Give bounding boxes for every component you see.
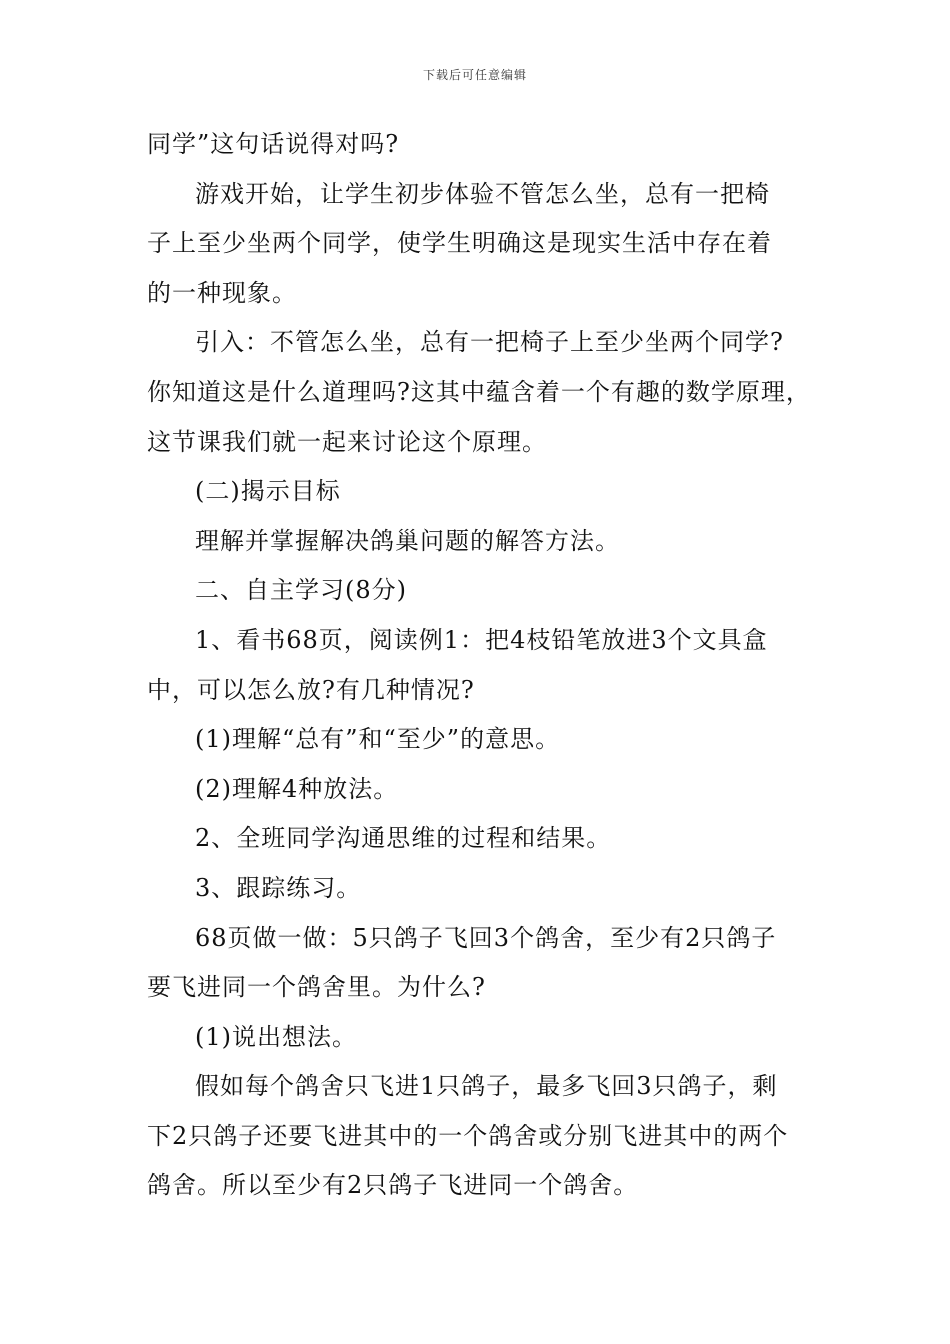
text-line: 这节课我们就一起来讨论这个原理。 bbox=[147, 427, 547, 456]
text-line: 子上至少坐两个同学，使学生明确这是现实生活中存在着 bbox=[147, 229, 772, 258]
text-line: (1)理解“总有”和“至少”的意思。 bbox=[195, 725, 561, 754]
text-line: 中，可以怎么放?有几种情况? bbox=[147, 675, 475, 704]
text-line: 1、看书68页，阅读例1：把4枝铅笔放进3个文具盒 bbox=[195, 625, 768, 654]
section-heading: 二、自主学习(8分) bbox=[195, 576, 407, 605]
text-line: 68页做一做：5只鸽子飞回3个鸽舍，至少有2只鸽子 bbox=[195, 923, 777, 952]
text-line: (1)说出想法。 bbox=[195, 1022, 357, 1051]
text-line: 假如每个鸽舍只飞进1只鸽子，最多飞回3只鸽子，剩 bbox=[195, 1072, 778, 1101]
text-line: 你知道这是什么道理吗?这其中蕴含着一个有趣的数学原理， bbox=[147, 377, 811, 406]
text-line: 2、全班同学沟通思维的过程和结果。 bbox=[195, 824, 612, 853]
text-line: 游戏开始，让学生初步体验不管怎么坐，总有一把椅 bbox=[195, 179, 770, 208]
text-line: 要飞进同一个鸽舍里。为什么? bbox=[147, 973, 486, 1002]
text-line: 的一种现象。 bbox=[147, 278, 297, 307]
text-line: 理解并掌握解决鸽巢问题的解答方法。 bbox=[195, 526, 620, 555]
text-line: 3、跟踪练习。 bbox=[195, 873, 362, 902]
section-heading: (二)揭示目标 bbox=[195, 477, 341, 506]
text-line: 下2只鸽子还要飞进其中的一个鸽舍或分别飞进其中的两个 bbox=[147, 1121, 789, 1150]
text-line: 鸽舍。所以至少有2只鸽子飞进同一个鸽舍。 bbox=[147, 1171, 639, 1200]
text-line: 同学”这句话说得对吗? bbox=[147, 130, 400, 158]
page-header: 下载后可任意编辑 bbox=[422, 68, 527, 82]
text-line: 引入：不管怎么坐，总有一把椅子上至少坐两个同学? bbox=[195, 328, 784, 357]
text-line: (2)理解4种放法。 bbox=[195, 774, 399, 803]
document-body bbox=[147, 120, 817, 1211]
